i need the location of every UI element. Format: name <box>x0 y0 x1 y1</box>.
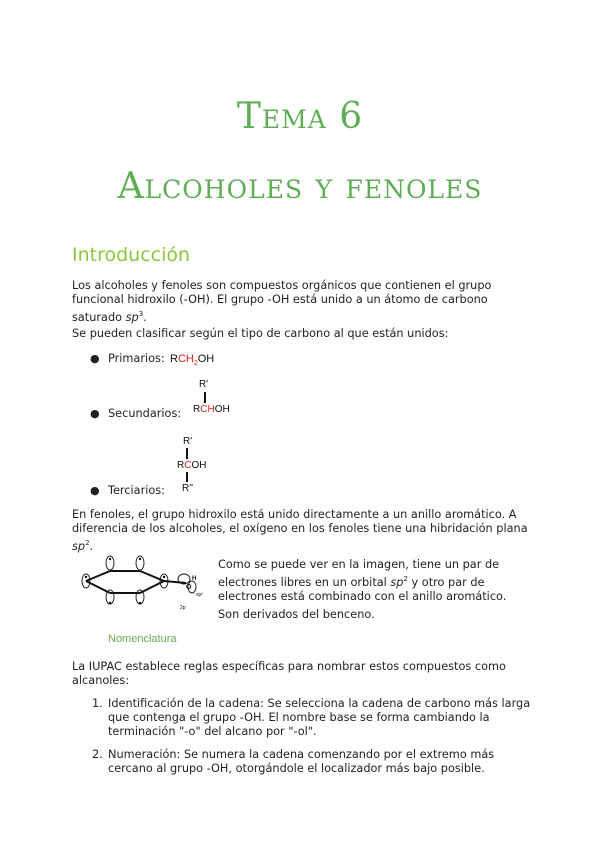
formula-tertiary-bottom: R'' <box>182 483 194 494</box>
bond-line <box>204 392 206 403</box>
formula-tertiary <box>177 460 206 471</box>
paragraph-line: Como se puede ver en la imagen, tiene un par de <box>218 558 500 571</box>
paragraph-line: diferencia de los alcoholes, el oxígeno en los fenoles tiene una hibridación plana <box>72 522 528 535</box>
text: y otro par de <box>407 575 485 589</box>
bond-line <box>186 472 188 482</box>
paragraph-line: funcional hidroxilo (-OH). El grupo -OH está unido a un átomo de carbono <box>72 293 488 306</box>
paragraph-orbital <box>218 558 518 604</box>
text: . <box>89 539 94 553</box>
paragraph-line <box>72 536 542 554</box>
sp-notation: sp <box>125 310 139 324</box>
paragraph-line: Identificación de la cadena: Se selecciona la cadena de carbono más larga <box>108 697 531 710</box>
formula-primary <box>170 353 214 367</box>
text: saturado <box>72 310 126 324</box>
label-o: O <box>186 584 192 591</box>
label-2p: 2p <box>180 605 186 611</box>
paragraph-line <box>218 572 518 590</box>
carbon: CH <box>200 404 215 415</box>
list-item-rule-2 <box>108 748 538 776</box>
r-group: R <box>177 460 185 471</box>
label-h: H <box>192 576 197 582</box>
r-group: R <box>170 353 178 365</box>
list-number: 2. <box>92 748 103 761</box>
class-secondary-label: Secundarios: <box>108 407 182 420</box>
paragraph-line: alcanoles: <box>72 674 130 687</box>
paragraph-line: terminación "-o" del alcano por "-ol". <box>108 725 317 738</box>
bullet-icon: ● <box>90 352 100 365</box>
paragraph-intro <box>72 279 532 325</box>
section-heading-intro: Introducción <box>72 244 191 266</box>
title-line-1: Tema 6 <box>236 96 364 137</box>
carbon: CH <box>177 353 194 365</box>
paragraph-line: La IUPAC establece reglas específicas para nombrar estos compuestos como <box>72 660 506 673</box>
exponent: 3 <box>138 310 144 318</box>
bond-line <box>186 448 188 459</box>
section-heading-nomenclature: Nomenclatura <box>108 633 177 645</box>
class-primary-label: Primarios: <box>108 352 165 365</box>
paragraph-line: electrones está combinado con el anillo aromático. <box>218 589 507 603</box>
paragraph-line: que contenga el grupo -OH. El nombre base se forma cambiando la <box>108 711 490 724</box>
formula-secondary <box>193 404 230 415</box>
formula-tertiary-top: R' <box>183 436 193 447</box>
paragraph-line: Los alcoholes y fenoles son compuestos orgánicos que contienen el grupo <box>72 279 492 292</box>
text: electrones libres en un orbital <box>218 575 391 589</box>
paragraph-line: cercano al grupo -OH, otorgándole el localizador más bajo posible. <box>108 762 485 775</box>
text: . <box>143 310 147 324</box>
hydroxyl: OH <box>197 353 215 365</box>
phenol-orbital-diagram <box>74 553 214 615</box>
hydroxyl: OH <box>214 404 230 415</box>
bullet-icon: ● <box>90 484 100 497</box>
sp-notation: sp <box>72 539 86 553</box>
carbon: C <box>184 460 192 471</box>
paragraph-iupac <box>72 660 532 688</box>
paragraph-line: Numeración: Se numera la cadena comenzando por el extremo más <box>108 748 495 761</box>
list-item-rule-1 <box>108 697 538 739</box>
paragraph-line: En fenoles, el grupo hidroxilo está unido directamente a un anillo aromático. A <box>72 508 517 521</box>
label-sp2: sp² <box>196 592 203 598</box>
subscript: 2 <box>193 360 198 368</box>
list-number: 1. <box>92 697 103 710</box>
hydroxyl: OH <box>191 460 207 471</box>
exponent: 2 <box>85 539 90 547</box>
paragraph-phenols <box>72 508 542 554</box>
bullet-icon: ● <box>90 407 100 420</box>
r-group: R <box>193 404 201 415</box>
paragraph-line <box>72 307 532 325</box>
title-line-2: Alcoholes y fenoles <box>117 166 483 207</box>
class-tertiary-label: Terciarios: <box>108 484 165 497</box>
exponent: 2 <box>403 575 408 583</box>
paragraph-benzene: Son derivados del benceno. <box>218 608 375 621</box>
formula-secondary-top: R' <box>199 379 209 390</box>
paragraph-classification: Se pueden clasificar según el tipo de carbono al que están unidos: <box>72 327 449 340</box>
sp-notation: sp <box>390 575 404 589</box>
